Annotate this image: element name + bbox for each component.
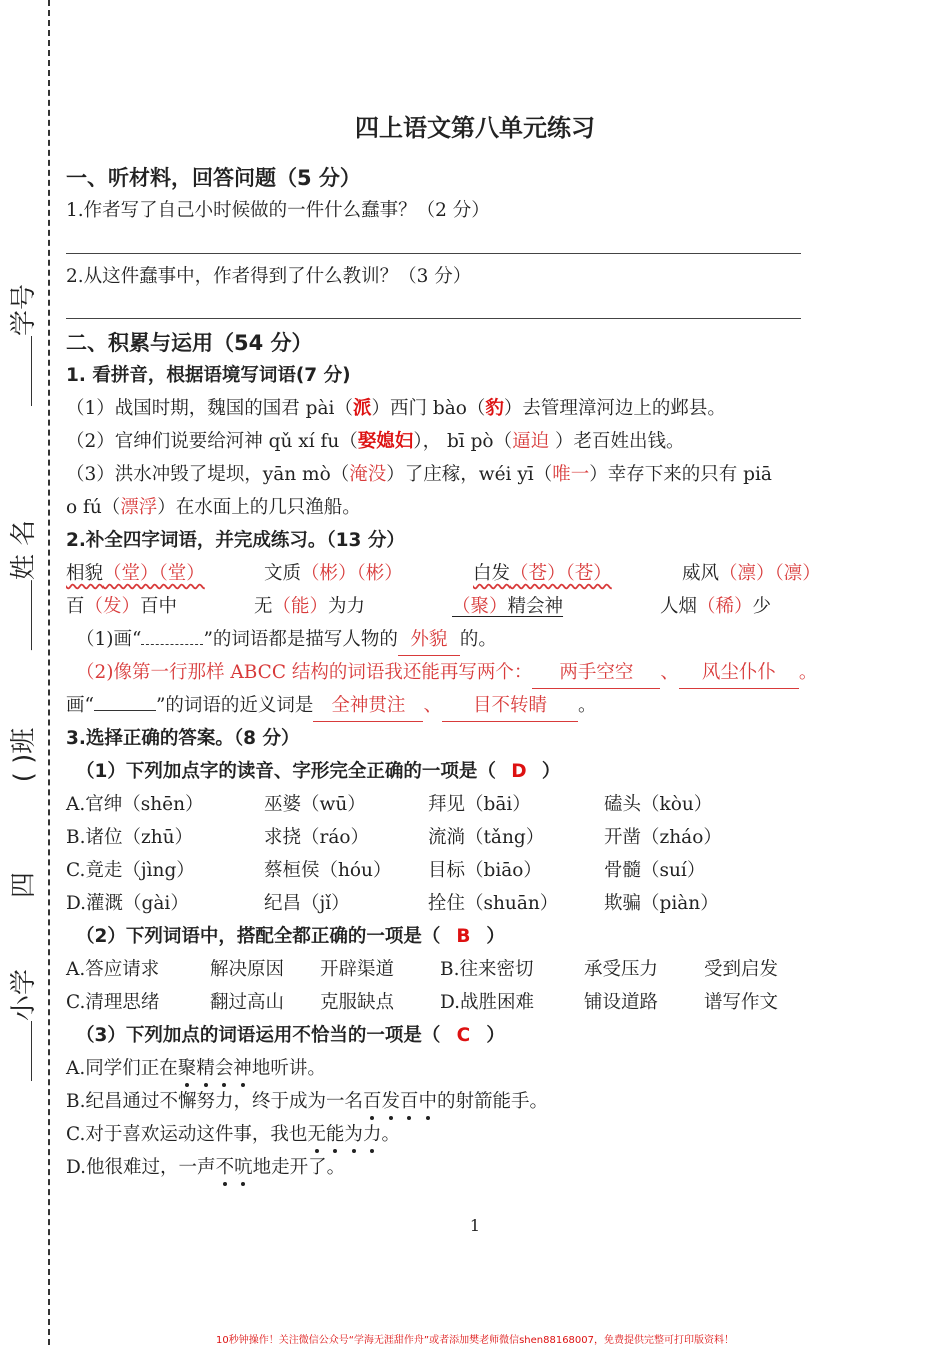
answer-text: 豹 — [485, 398, 504, 419]
q1-option-cell: 纪昌（jǐ） — [264, 893, 350, 914]
emphasis-dotted-char: 聚 — [178, 1054, 197, 1084]
q3-option-a: A.同学们正在聚精会神地听讲。 — [66, 1054, 326, 1084]
q2-option-cell: D.战胜困难 — [440, 992, 535, 1013]
pinyin-line-2: （2）官绅们说要给河神 qǔ xí fu（娶媳妇）， bī pò（逼迫 ）老百姓出钱。 — [66, 431, 685, 452]
idiom-7: （聚）精会神 — [452, 596, 564, 617]
student-info-strip — [0, 0, 48, 1345]
q2-option-cell: C.清理思绪 — [66, 992, 160, 1013]
answer-text: 淹没 — [349, 464, 387, 485]
q3-option-c: C.对于喜欢运动这件事，我也无能为力。 — [66, 1120, 400, 1150]
emphasis-dotted-char: 百 — [400, 1087, 419, 1117]
q2-option-cell: 谱写作文 — [704, 992, 779, 1013]
answer-text: 全神贯注 — [331, 695, 406, 716]
answer-text: 娶媳妇 — [357, 431, 414, 452]
answer-text: 外貌 — [410, 629, 448, 650]
q1-option-cell: 磕头（kòu） — [604, 794, 713, 815]
answer-text: 两手空空 — [559, 662, 634, 683]
q1-option-cell: 欺骗（piàn） — [604, 893, 719, 914]
q2-option-cell: 克服缺点 — [320, 992, 395, 1013]
emphasis-dotted-char: 神 — [233, 1054, 252, 1084]
answer-line-2[interactable] — [66, 318, 801, 319]
student-number-label: 学号 — [9, 284, 39, 406]
idiom-subquestion-2: （2)像第一行那样 ABCC 结构的词语我还能再写两个： 两手空空 、 风尘仆仆 。 — [76, 658, 817, 689]
q3-option-b: B.纪昌通过不懈努力，终于成为一名百发百中的射箭能手。 — [66, 1087, 548, 1117]
q2-option-cell: 翻过高山 — [210, 992, 285, 1013]
q1-option-cell: C.竟走（jìng） — [66, 860, 195, 881]
school-label: 小学 — [9, 969, 39, 1081]
q1-option-cell: A.官绅（shēn） — [66, 794, 204, 815]
emphasis-dotted-char: 不 — [216, 1153, 235, 1183]
idiom-subquestion-3: 画“ ”的词语的近义词是 全神贯注 、 目不转睛 。 — [66, 691, 596, 722]
idiom-4: 威风（凛）（凛） — [682, 563, 821, 584]
grade-label: 四 — [9, 871, 39, 899]
footer-notice: 10秒钟操作！关注微信公众号“学海无涯甜作舟”或者添加樊老师微信shen88168007，免费提供完整可打印版资料！ — [215, 1335, 735, 1346]
idiom-subquestion-1: （1)画“ ”的词语都是描写人物的 外貌 的。 — [76, 625, 497, 656]
choice-question-3: （3）下列加点的词语运用不恰当的一项是（ C ） — [76, 1021, 505, 1051]
q3-option-d: D.他很难过，一声不吭地走开了。 — [66, 1153, 345, 1183]
q2-option-cell: A.答应请求 — [66, 959, 160, 980]
choice-question-1: （1）下列加点字的读音、字形完全正确的一项是（ D ） — [76, 757, 560, 787]
idiom-3: 白发（苍）（苍） — [473, 563, 612, 584]
idiom-heading: 2.补全四字词语，并完成练习。（13 分） — [66, 530, 405, 551]
answer-text: 风尘仆仆 — [701, 662, 776, 683]
q1-option-cell: 目标（biāo） — [428, 860, 542, 881]
answer-text: B — [456, 926, 471, 947]
pinyin-line-3: （3）洪水冲毁了堤坝，yān mò（淹没）了庄稼，wéi yī（唯一）幸存下来的只有 piā — [66, 464, 772, 485]
section2-heading: 二、积累与运用（54 分） — [66, 331, 313, 355]
idiom-5: 百（发）百中 — [66, 596, 178, 617]
pinyin-line-1: （1）战国时期，魏国的国君 pài（派）西门 bào（豹）去管理漳河边上的邺县。 — [66, 398, 726, 419]
answer-text: C — [456, 1025, 471, 1046]
q1-option-cell: 流淌（tǎng） — [428, 827, 545, 848]
answer-text: 目不转睛 — [472, 695, 547, 716]
answer-line-1[interactable] — [66, 253, 801, 254]
emphasis-dotted-char: 力 — [363, 1120, 382, 1150]
fold-dashed-line — [48, 0, 50, 1345]
idiom-6: 无（能）为力 — [254, 596, 366, 617]
q2-option-cell: 铺设道路 — [584, 992, 659, 1013]
emphasis-dotted-char: 能 — [326, 1120, 345, 1150]
section1-question1: 1.作者写了自己小时候做的一件什么蠢事？（2 分） — [66, 200, 490, 221]
answer-text: 逼迫 — [512, 431, 550, 452]
class-label: ( )班 — [9, 727, 39, 783]
emphasis-dotted-char: 会 — [215, 1054, 234, 1084]
emphasis-dotted-char: 为 — [344, 1120, 363, 1150]
pinyin-heading: 1. 看拼音，根据语境写词语(7 分) — [66, 365, 351, 386]
q1-option-cell: 求挠（ráo） — [264, 827, 370, 848]
q1-option-cell: 拜见（bāi） — [428, 794, 531, 815]
idiom-1: 相貌（堂）（堂） — [66, 563, 205, 584]
q1-option-cell: 拴住（shuān） — [428, 893, 559, 914]
q1-option-cell: B.诸位（zhū） — [66, 827, 194, 848]
emphasis-dotted-char: 中 — [419, 1087, 438, 1117]
q1-option-cell: 巫婆（wū） — [264, 794, 366, 815]
page-number: 1 — [469, 1216, 481, 1235]
q1-option-cell: 开凿（zháo） — [604, 827, 722, 848]
answer-text: 派 — [352, 398, 372, 419]
pinyin-line-4: o fú（漂浮）在水面上的几只渔船。 — [66, 497, 361, 518]
q1-option-cell: 蔡桓侯（hóu） — [264, 860, 392, 881]
q2-option-cell: 承受压力 — [584, 959, 659, 980]
emphasis-dotted-char: 精 — [196, 1054, 215, 1084]
section1-question2: 2.从这件蠢事中，作者得到了什么教训？（3 分） — [66, 266, 472, 287]
emphasis-dotted-char: 吭 — [234, 1153, 253, 1183]
answer-text: 漂浮 — [120, 497, 158, 518]
idiom-8: 人烟（稀）少 — [660, 596, 772, 617]
choice-question-2: （2）下列词语中，搭配全都正确的一项是（ B ） — [76, 922, 505, 952]
name-label: 姓 名 — [9, 520, 39, 650]
idiom-2: 文质（彬）（彬） — [264, 563, 403, 584]
choice-heading: 3.选择正确的答案。（8 分） — [66, 728, 300, 749]
section1-heading: 一、听材料，回答问题（5 分） — [66, 166, 361, 190]
q1-option-cell: D.灌溉（gài） — [66, 893, 189, 914]
emphasis-dotted-char: 发 — [382, 1087, 401, 1117]
q2-option-cell: 受到启发 — [704, 959, 779, 980]
q2-option-cell: 开辟渠道 — [320, 959, 395, 980]
q2-option-cell: 解决原因 — [210, 959, 285, 980]
q1-option-cell: 骨髓（suí） — [604, 860, 706, 881]
q2-option-cell: B.往来密切 — [440, 959, 534, 980]
answer-text: 唯一 — [552, 464, 590, 485]
page-title: 四上语文第八单元练习 — [355, 114, 595, 142]
emphasis-dotted-char: 百 — [363, 1087, 382, 1117]
emphasis-dotted-char: 无 — [307, 1120, 326, 1150]
answer-text: D — [511, 761, 527, 782]
